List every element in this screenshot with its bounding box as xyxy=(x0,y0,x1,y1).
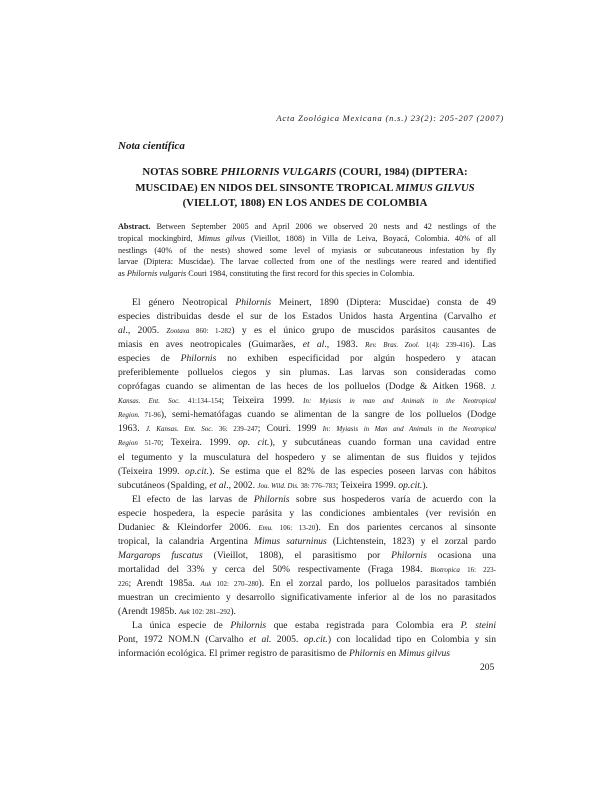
text-segment: et al xyxy=(209,479,227,491)
text-segment: Philornis xyxy=(253,493,290,505)
text-segment: ocasiona una xyxy=(426,549,496,561)
title-line xyxy=(112,165,498,181)
text-segment: (Arendt 1985b. xyxy=(118,606,180,618)
text-segment: Margarops fuscatus xyxy=(118,549,203,561)
text-segment: 1963. xyxy=(118,423,146,435)
text-segment: (Teixeira 1999. xyxy=(118,465,186,477)
text-segment: 102: 270–280 xyxy=(211,579,259,588)
text-segment: ; Texeira. 1999. xyxy=(160,437,239,449)
text-segment: Kansas. Ent. Soc. xyxy=(118,397,180,406)
text-segment: MIMUS GILVUS xyxy=(395,181,475,194)
text-segment: Biotropica xyxy=(430,565,460,574)
text-segment: ; Couri. 1999 xyxy=(257,423,323,435)
body-line xyxy=(118,338,496,352)
text-segment: Zootaxa xyxy=(166,327,190,336)
body-line xyxy=(118,436,496,450)
text-segment: Philornis xyxy=(391,549,427,561)
text-segment: ) con localidad tipo en Colombia y sin xyxy=(327,634,496,646)
text-segment: ; Arendt 1985a. xyxy=(128,577,201,589)
text-segment: preferiblemente polluelos ciegos y sin plumas. Las larvas son consideradas como xyxy=(118,367,496,379)
text-segment: no exhiben especificidad por algún hospedero y atacan xyxy=(216,353,496,365)
text-segment: tropical mockingbird, xyxy=(118,233,198,243)
text-segment: J. xyxy=(491,383,496,392)
text-segment: 106: 13-20 xyxy=(272,523,316,532)
title-line xyxy=(112,181,498,197)
text-segment: El género Neotropical xyxy=(132,297,236,308)
text-segment: Philornis xyxy=(230,620,267,632)
text-segment: In: Myiasis in man and Animals in the Neotropical xyxy=(303,397,496,406)
text-segment: La única especie de xyxy=(132,620,231,632)
text-segment: op.cit. xyxy=(185,465,209,477)
text-segment: ). xyxy=(422,479,428,491)
text-segment: In: Myiasis in Man and Animals in the Neotropical xyxy=(322,425,496,434)
text-segment: El efecto de las larvas de xyxy=(132,493,254,505)
text-segment: et xyxy=(489,311,496,323)
body-line xyxy=(118,352,496,366)
text-segment: Rev. Bras. Zool. xyxy=(365,341,420,350)
body-text xyxy=(118,296,496,661)
text-segment: Philornis xyxy=(180,353,217,365)
text-segment: larvae (Diptera: Muscidae). The larvae collected from one of the nestlings were reared and identified xyxy=(118,257,496,267)
text-segment: op. cit. xyxy=(238,437,270,449)
text-segment: (Vieillot, 1808) in Villa de Leiva, Boyacá, Colombia. 40% of all xyxy=(245,233,496,243)
text-segment: sobre sus hospederos varía de acuerdo con la xyxy=(289,493,496,505)
text-segment: 36: 239–247 xyxy=(213,425,258,434)
text-segment: ) y es el único grupo de muscidos parásitos causantes de xyxy=(231,325,496,337)
body-line xyxy=(118,605,496,619)
text-segment: op.cit. xyxy=(303,634,328,646)
text-segment: as xyxy=(118,269,127,279)
text-segment: op.cit. xyxy=(398,479,423,491)
abstract-line xyxy=(118,233,496,245)
text-segment: 860: 1-282 xyxy=(189,327,232,336)
body-line xyxy=(118,507,496,521)
body-line xyxy=(118,324,496,338)
body-line xyxy=(118,394,496,408)
text-segment: especies de xyxy=(118,353,181,365)
text-segment: 16: 223- xyxy=(459,565,496,574)
text-segment: miasis en aves neotropicales (Guimarães, xyxy=(118,339,303,351)
body-line xyxy=(118,563,496,577)
text-segment: 226 xyxy=(118,579,129,588)
text-segment: (Lichtenstein, 1823) y el zorzal pardo xyxy=(326,535,496,547)
text-segment: al xyxy=(118,325,126,337)
text-segment: ). xyxy=(230,606,236,618)
text-segment: Couri 1984, constituting the first record for this species in Colombia. xyxy=(186,269,415,279)
text-segment: ; Teixeira 1999. xyxy=(221,395,304,407)
journal-header: Acta Zoológica Mexicana (n.s.) 23(2): 205-207 (2007) xyxy=(276,113,504,123)
body-line xyxy=(118,310,496,324)
text-segment: ). Se estima que el 82% de las especies poseen larvas con hábitos xyxy=(209,465,496,477)
text-segment: especie hospedera, la especie parásita y las condiciones ambientales (ver revisión en xyxy=(118,507,496,519)
text-segment: Mimus saturninus xyxy=(254,535,327,547)
text-segment: ), y subcutáneas cuando forman una cavidad entre xyxy=(269,437,496,449)
text-segment: Philornis xyxy=(348,648,385,660)
article-title xyxy=(112,165,498,212)
text-segment: ., 1983. xyxy=(324,339,366,351)
text-segment: Region xyxy=(118,439,138,448)
body-line xyxy=(118,549,496,563)
body-line xyxy=(118,451,496,465)
abstract-line xyxy=(118,245,496,257)
text-segment: información ecológica. El primer registro de parasitismo de xyxy=(118,648,349,660)
text-segment: Between September 2005 and April 2006 we observed 20 nests and 42 nestlings of the xyxy=(150,222,496,231)
text-segment: Abstract. xyxy=(118,222,151,231)
body-line xyxy=(118,647,496,661)
text-segment: (Vieillot, 1808), el parasitismo por xyxy=(202,549,392,561)
text-segment: 102: 281–292 xyxy=(189,608,231,617)
text-segment: Auk xyxy=(179,608,190,617)
body-line xyxy=(118,521,496,535)
abstract-line xyxy=(118,256,496,268)
text-segment: mortalidad del 33% y cerca del 50% respectivamente (Fraga 1984. xyxy=(118,563,431,575)
text-segment: Dudaniec & Kleindorfer 2006. xyxy=(118,521,259,533)
text-segment: 71-96 xyxy=(139,411,161,420)
text-segment: Emu. xyxy=(258,523,273,532)
abstract xyxy=(118,221,496,280)
text-segment: Pont, 1972 NOM.N (Carvalho xyxy=(118,634,250,646)
text-segment: et al xyxy=(302,339,325,351)
text-segment: Philornis vulgaris xyxy=(126,269,187,279)
text-segment: 2005. xyxy=(271,634,304,646)
body-line xyxy=(118,380,496,394)
body-line xyxy=(118,577,496,591)
text-segment: J. Kansas. Ent. Soc. xyxy=(145,425,214,434)
section-label: Nota científica xyxy=(118,140,185,152)
body-line xyxy=(118,296,496,310)
text-segment: ., 2002. xyxy=(226,479,258,491)
text-segment: P. steini xyxy=(460,620,496,632)
text-segment: MUSCIDAE) EN NIDOS DEL SINSONTE TROPICAL xyxy=(135,181,396,194)
text-segment: Region. xyxy=(118,411,140,420)
text-segment: Jou. Wild. Dis. xyxy=(257,481,299,490)
body-line xyxy=(118,535,496,549)
text-segment: 1(4): 239-416 xyxy=(419,341,470,350)
body-line xyxy=(118,591,496,605)
text-segment: ). En dos parientes cercanos al sinsonte xyxy=(315,521,496,533)
body-line xyxy=(118,619,496,633)
text-segment: que estaba registrada para Colombia era xyxy=(266,620,461,632)
text-segment: 38: 776–783 xyxy=(298,481,336,490)
text-segment: Mimus gilvus xyxy=(398,648,450,660)
text-segment: et al. xyxy=(249,634,272,646)
text-segment: 51-70 xyxy=(137,439,161,448)
text-segment: Philornis xyxy=(235,297,272,308)
body-line xyxy=(118,422,496,436)
text-segment: subcutáneos (Spalding, xyxy=(118,479,210,491)
text-segment: (COURI, 1984) (DIPTERA: xyxy=(336,166,468,178)
text-segment: nestlings (40% of the nests) showed some level of myiasis or subcutaneous infestation by fly xyxy=(118,245,496,255)
text-segment: tropical, la calandria Argentina xyxy=(118,535,254,547)
page-number: 205 xyxy=(480,663,495,673)
text-segment: ), semi-hematófagas cuando se alimentan de la sangre de los polluelos (Dodge xyxy=(160,409,496,421)
text-segment: ; Teixeira 1999. xyxy=(335,479,399,491)
text-segment: coprófagas cuando se alimentan de las heces de los polluelos (Dodge & Aitken 1968. xyxy=(118,381,492,393)
text-segment: ). En el zorzal pardo, los polluelos parasitados también xyxy=(258,577,496,589)
text-segment: 41:134–154 xyxy=(179,397,222,406)
title-line xyxy=(112,196,498,212)
body-line xyxy=(118,479,496,493)
text-segment: en xyxy=(384,648,399,660)
text-segment: ). Las xyxy=(469,339,496,351)
body-line xyxy=(118,633,496,647)
abstract-line xyxy=(118,221,496,233)
text-segment: NOTAS SOBRE xyxy=(142,166,221,178)
text-segment: el tegumento y la musculatura del hospedero y se alimentan de sus fluidos y tejidos xyxy=(118,451,496,463)
text-segment: (VIELLOT, 1808) EN LOS ANDES DE COLOMBIA xyxy=(182,197,428,209)
text-segment: Mimus gilvus xyxy=(197,233,246,243)
body-line xyxy=(118,366,496,380)
abstract-line xyxy=(118,268,496,280)
body-line xyxy=(118,465,496,479)
text-segment: especies distribuidas desde el sur de los Estados Unidos hasta Argentina (Carvalho xyxy=(118,311,490,323)
body-line xyxy=(118,408,496,422)
text-segment: ., 2005. xyxy=(125,325,167,337)
body-line xyxy=(118,493,496,507)
text-segment: Meinert, 1890 (Diptera: Muscidae) consta de 49 xyxy=(271,297,496,308)
text-segment: muestran un crecimiento y desarrollo significativamente inferior al de los no parasitados xyxy=(118,591,496,603)
text-segment: Auk xyxy=(200,579,212,588)
text-segment: PHILORNIS VULGARIS xyxy=(220,166,337,178)
